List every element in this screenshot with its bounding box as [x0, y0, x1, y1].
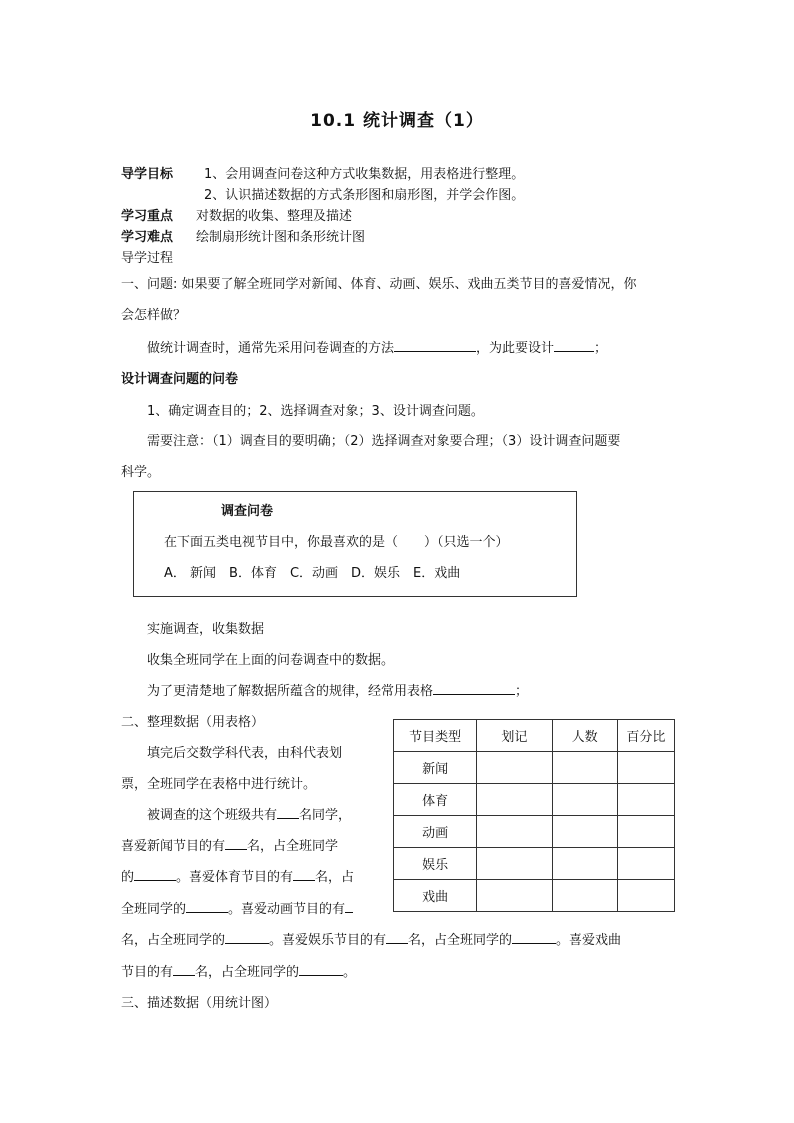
tally-table — [393, 719, 675, 912]
blank-sports-percent[interactable] — [186, 900, 228, 913]
stats-line5: 名，占全班同学的 。喜爱娱乐节目的有 名，占全班同学的 。喜爱戏曲 — [121, 933, 622, 948]
stats-line2: 喜爱新闻节目的有 名，占全班同学 — [121, 839, 339, 854]
program-type-cell: 戏曲 — [394, 880, 477, 912]
goal-item-1: 1、会用调查问卷这种方式收集数据，用表格进行整理。 — [204, 167, 525, 182]
design-heading: 设计调查问题的问卷 — [121, 372, 239, 387]
section3-heading: 三、描述数据（用统计图） — [121, 996, 278, 1011]
table-use-sentence: 为了更清楚地了解数据所蕴含的规律，经常用表格 ； — [147, 684, 529, 699]
notes-line1: 需要注意：（1）调查目的要明确；（2）选择调查对象要合理；（3）设计调查问题要 — [147, 434, 621, 449]
percent-cell[interactable] — [617, 848, 674, 880]
stats-line6: 节目的有 名，占全班同学的 。 — [121, 965, 357, 980]
table-header-cell: 人数 — [552, 720, 617, 752]
steps-text: 1、确定调查目的；2、选择调查对象；3、设计调查问题。 — [147, 404, 484, 419]
table-row — [394, 816, 675, 848]
collect-text: 收集全班同学在上面的问卷调查中的数据。 — [147, 653, 395, 668]
tally-cell[interactable] — [477, 784, 552, 816]
table-header-cell: 百分比 — [617, 720, 674, 752]
difficulty-label: 学习难点 — [121, 230, 174, 245]
percent-cell[interactable] — [617, 880, 674, 912]
blank-total[interactable] — [277, 806, 299, 819]
table-row — [394, 784, 675, 816]
tally-cell[interactable] — [477, 848, 552, 880]
questionnaire-box — [133, 491, 577, 597]
table-header-row — [394, 720, 675, 752]
count-cell[interactable] — [552, 848, 617, 880]
questionnaire-title: 调查问卷 — [221, 504, 274, 519]
blank-table-use[interactable] — [433, 682, 515, 695]
program-type-cell: 动画 — [394, 816, 477, 848]
table-header-cell: 划记 — [477, 720, 552, 752]
goals-label: 导学目标 — [121, 167, 174, 182]
table-row — [394, 880, 675, 912]
section1-question-line1: 一、问题: 如果要了解全班同学对新闻、体育、动画、娱乐、戏曲五类节目的喜爱情况，你 — [121, 277, 637, 292]
count-cell[interactable] — [552, 816, 617, 848]
tally-cell[interactable] — [477, 752, 552, 784]
blank-method[interactable] — [394, 339, 476, 352]
blank-news-count[interactable] — [225, 837, 247, 850]
difficulty-text: 绘制扇形统计图和条形统计图 — [196, 230, 366, 245]
notes-line2: 科学。 — [121, 465, 161, 480]
blank-sports-count[interactable] — [293, 868, 315, 881]
stats-line3: 的 。喜爱体育节目的有 名，占 — [121, 870, 355, 885]
key-point-text: 对数据的收集、整理及描述 — [196, 209, 353, 224]
blank-news-percent[interactable] — [134, 868, 176, 881]
blank-animation-count[interactable] — [345, 900, 353, 913]
implement-text: 实施调查，收集数据 — [147, 622, 265, 637]
blank-opera-count[interactable] — [173, 963, 195, 976]
program-type-cell: 新闻 — [394, 752, 477, 784]
percent-cell[interactable] — [617, 816, 674, 848]
program-type-cell: 体育 — [394, 784, 477, 816]
section2-para1-line2: 票，全班同学在表格中进行统计。 — [121, 777, 317, 792]
section1-question-line2: 会怎样做？ — [121, 308, 187, 323]
blank-opera-percent[interactable] — [299, 963, 343, 976]
page-title: 10.1 统计调查（1） — [310, 111, 484, 131]
blank-design[interactable] — [554, 339, 594, 352]
stats-line1: 被调查的这个班级共有 名同学， — [147, 808, 352, 823]
program-type-cell: 娱乐 — [394, 848, 477, 880]
survey-method-sentence: 做统计调查时，通常先采用问卷调查的方法 ，为此要设计 ； — [147, 341, 608, 356]
blank-animation-percent[interactable] — [225, 931, 269, 944]
count-cell[interactable] — [552, 752, 617, 784]
questionnaire-question: 在下面五类电视节目中，你最喜欢的是（ ）（只选一个） — [164, 535, 509, 550]
tally-cell[interactable] — [477, 880, 552, 912]
stats-line4: 全班同学的 。喜爱动画节目的有 — [121, 898, 353, 917]
table-row — [394, 848, 675, 880]
questionnaire-options: A． 新闻 B．体育 C．动画 D．娱乐 E．戏曲 — [164, 566, 461, 581]
blank-entertainment-count[interactable] — [386, 931, 408, 944]
section2-heading: 二、整理数据（用表格） — [121, 715, 265, 730]
count-cell[interactable] — [552, 880, 617, 912]
count-cell[interactable] — [552, 784, 617, 816]
key-point-label: 学习重点 — [121, 209, 174, 224]
table-row — [394, 752, 675, 784]
table-header-cell: 节目类型 — [394, 720, 477, 752]
section2-para1-line1: 填完后交数学科代表，由科代表划 — [147, 746, 343, 761]
percent-cell[interactable] — [617, 752, 674, 784]
blank-entertainment-percent[interactable] — [512, 931, 556, 944]
percent-cell[interactable] — [617, 784, 674, 816]
tally-cell[interactable] — [477, 816, 552, 848]
process-heading: 导学过程 — [121, 251, 174, 266]
goal-item-2: 2、认识描述数据的方式条形图和扇形图，并学会作图。 — [204, 188, 525, 203]
